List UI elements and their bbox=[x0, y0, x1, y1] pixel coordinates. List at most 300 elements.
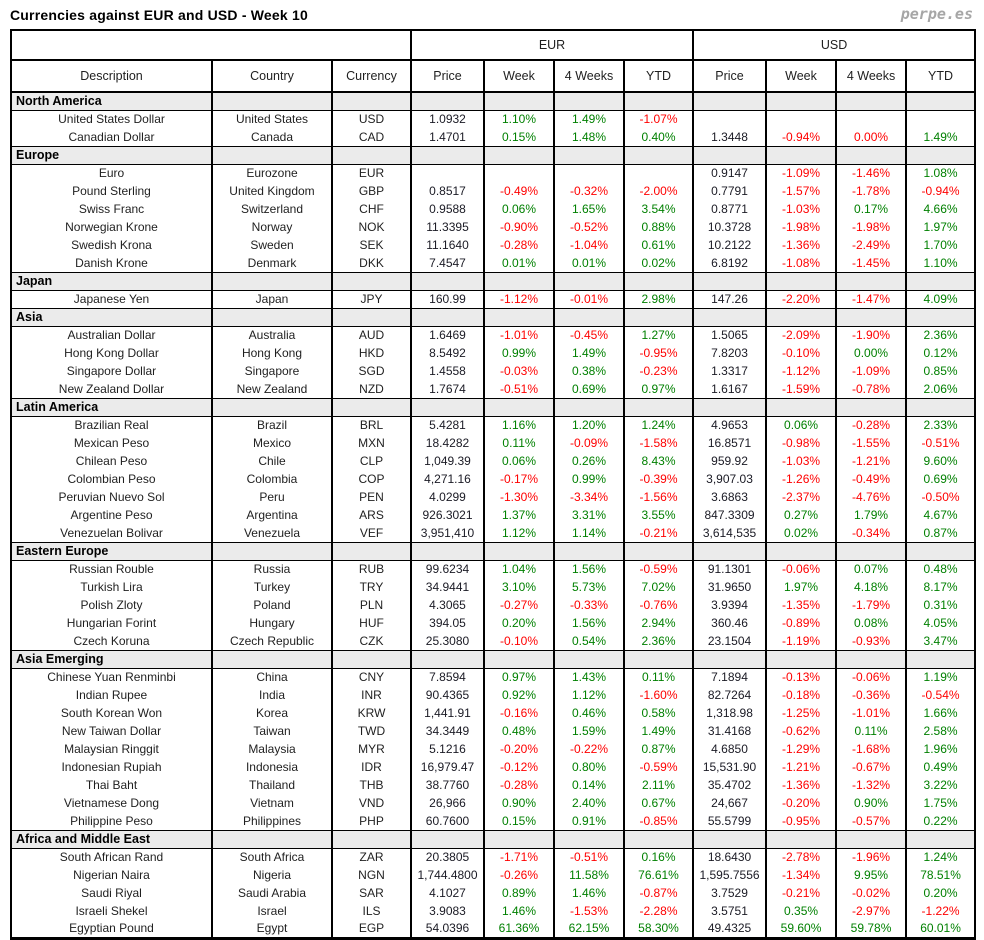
cell-eur-ytd: 2.98% bbox=[624, 290, 693, 308]
page-title: Currencies against EUR and USD - Week 10 bbox=[10, 7, 308, 23]
cell-currency-code: JPY bbox=[332, 290, 411, 308]
cell-currency-code: ZAR bbox=[332, 848, 411, 866]
section-filler-cell bbox=[624, 272, 693, 290]
cell-description: Russian Rouble bbox=[11, 560, 212, 578]
section-filler-cell bbox=[411, 830, 484, 848]
cell-country: Korea bbox=[212, 704, 332, 722]
cell-usd-4weeks: -1.68% bbox=[836, 740, 906, 758]
section-row bbox=[11, 146, 975, 164]
cell-usd-week: -2.78% bbox=[766, 848, 836, 866]
cell-eur-ytd: 2.94% bbox=[624, 614, 693, 632]
cell-currency-code: COP bbox=[332, 470, 411, 488]
section-filler-cell bbox=[693, 650, 766, 668]
cell-usd-price: 1.3317 bbox=[693, 362, 766, 380]
cell-eur-4weeks: -0.32% bbox=[554, 182, 624, 200]
cell-usd-ytd: 1.96% bbox=[906, 740, 975, 758]
cell-country: United States bbox=[212, 110, 332, 128]
cell-usd-4weeks: -1.79% bbox=[836, 596, 906, 614]
currency-row bbox=[11, 434, 975, 452]
cell-usd-ytd: 9.60% bbox=[906, 452, 975, 470]
cell-currency-code: NZD bbox=[332, 380, 411, 398]
cell-usd-ytd: 4.09% bbox=[906, 290, 975, 308]
cell-eur-week: -0.26% bbox=[484, 866, 554, 884]
cell-currency-code: HUF bbox=[332, 614, 411, 632]
cell-description: South African Rand bbox=[11, 848, 212, 866]
cell-description: Australian Dollar bbox=[11, 326, 212, 344]
cell-currency-code: CNY bbox=[332, 668, 411, 686]
cell-eur-ytd: 1.24% bbox=[624, 416, 693, 434]
section-filler-cell bbox=[766, 650, 836, 668]
cell-eur-week: -0.49% bbox=[484, 182, 554, 200]
cell-eur-week: 3.10% bbox=[484, 578, 554, 596]
cell-eur-week: 0.90% bbox=[484, 794, 554, 812]
cell-usd-week: 0.06% bbox=[766, 416, 836, 434]
cell-usd-4weeks: -0.67% bbox=[836, 758, 906, 776]
section-filler-cell bbox=[411, 650, 484, 668]
cell-description: Euro bbox=[11, 164, 212, 182]
cell-eur-ytd: -1.07% bbox=[624, 110, 693, 128]
currency-row bbox=[11, 290, 975, 308]
section-filler-cell bbox=[554, 398, 624, 416]
cell-usd-4weeks bbox=[836, 110, 906, 128]
cell-currency-code: PEN bbox=[332, 488, 411, 506]
cell-eur-week: -0.16% bbox=[484, 704, 554, 722]
section-row bbox=[11, 92, 975, 110]
section-filler-cell bbox=[624, 92, 693, 110]
cell-currency-code: PHP bbox=[332, 812, 411, 830]
cell-usd-4weeks: 59.78% bbox=[836, 920, 906, 938]
cell-eur-week: 0.20% bbox=[484, 614, 554, 632]
section-name: Asia Emerging bbox=[11, 650, 212, 668]
col-eur-week: Week bbox=[484, 60, 554, 92]
cell-eur-ytd: -0.59% bbox=[624, 758, 693, 776]
cell-eur-price: 0.9588 bbox=[411, 200, 484, 218]
cell-eur-ytd: 0.02% bbox=[624, 254, 693, 272]
cell-description: Hungarian Forint bbox=[11, 614, 212, 632]
cell-usd-ytd: 8.17% bbox=[906, 578, 975, 596]
cell-usd-price: 91.1301 bbox=[693, 560, 766, 578]
section-filler-cell bbox=[693, 146, 766, 164]
cell-eur-4weeks: 0.46% bbox=[554, 704, 624, 722]
cell-country: Brazil bbox=[212, 416, 332, 434]
cell-usd-week: -0.62% bbox=[766, 722, 836, 740]
currency-row bbox=[11, 740, 975, 758]
cell-eur-price: 8.5492 bbox=[411, 344, 484, 362]
cell-usd-ytd: -0.94% bbox=[906, 182, 975, 200]
cell-country: India bbox=[212, 686, 332, 704]
cell-eur-ytd: -1.56% bbox=[624, 488, 693, 506]
cell-country: Colombia bbox=[212, 470, 332, 488]
cell-currency-code: VEF bbox=[332, 524, 411, 542]
cell-usd-4weeks: -4.76% bbox=[836, 488, 906, 506]
currency-row bbox=[11, 344, 975, 362]
cell-eur-ytd: 3.54% bbox=[624, 200, 693, 218]
section-filler-cell bbox=[906, 542, 975, 560]
section-filler-cell bbox=[624, 542, 693, 560]
cell-usd-price: 24,667 bbox=[693, 794, 766, 812]
cell-usd-price: 1,318.98 bbox=[693, 704, 766, 722]
cell-country: New Zealand bbox=[212, 380, 332, 398]
currency-row bbox=[11, 488, 975, 506]
cell-eur-ytd: -0.76% bbox=[624, 596, 693, 614]
cell-usd-price: 31.4168 bbox=[693, 722, 766, 740]
cell-country: Turkey bbox=[212, 578, 332, 596]
cell-usd-week: -0.89% bbox=[766, 614, 836, 632]
cell-eur-price: 34.3449 bbox=[411, 722, 484, 740]
col-usd-week: Week bbox=[766, 60, 836, 92]
cell-description: Indonesian Rupiah bbox=[11, 758, 212, 776]
cell-country: Japan bbox=[212, 290, 332, 308]
section-filler-cell bbox=[411, 146, 484, 164]
group-header-spacer bbox=[11, 30, 411, 60]
cell-eur-week: -0.28% bbox=[484, 236, 554, 254]
cell-usd-4weeks: -1.55% bbox=[836, 434, 906, 452]
cell-description: Venezuelan Bolivar bbox=[11, 524, 212, 542]
cell-eur-price: 1,049.39 bbox=[411, 452, 484, 470]
cell-eur-4weeks bbox=[554, 164, 624, 182]
cell-eur-ytd: 0.58% bbox=[624, 704, 693, 722]
section-filler-cell bbox=[332, 542, 411, 560]
section-filler-cell bbox=[836, 272, 906, 290]
cell-eur-ytd: 0.16% bbox=[624, 848, 693, 866]
cell-usd-price: 10.2122 bbox=[693, 236, 766, 254]
section-filler-cell bbox=[836, 542, 906, 560]
cell-usd-4weeks: -1.32% bbox=[836, 776, 906, 794]
cell-eur-4weeks: -0.09% bbox=[554, 434, 624, 452]
cell-description: Brazilian Real bbox=[11, 416, 212, 434]
cell-usd-week: -1.21% bbox=[766, 758, 836, 776]
cell-eur-4weeks: 0.91% bbox=[554, 812, 624, 830]
cell-eur-ytd: 1.49% bbox=[624, 722, 693, 740]
cell-eur-4weeks: 0.54% bbox=[554, 632, 624, 650]
section-row bbox=[11, 650, 975, 668]
cell-eur-ytd: 1.27% bbox=[624, 326, 693, 344]
currency-row bbox=[11, 524, 975, 542]
currency-row bbox=[11, 164, 975, 182]
cell-country: Thailand bbox=[212, 776, 332, 794]
cell-eur-price: 4.1027 bbox=[411, 884, 484, 902]
cell-usd-week: -1.03% bbox=[766, 200, 836, 218]
cell-eur-price: 5.4281 bbox=[411, 416, 484, 434]
cell-usd-week: -0.20% bbox=[766, 794, 836, 812]
cell-country: Vietnam bbox=[212, 794, 332, 812]
section-filler-cell bbox=[693, 542, 766, 560]
cell-usd-week: 0.35% bbox=[766, 902, 836, 920]
cell-usd-price bbox=[693, 110, 766, 128]
cell-usd-price: 55.5799 bbox=[693, 812, 766, 830]
cell-description: Chinese Yuan Renminbi bbox=[11, 668, 212, 686]
col-eur-price: Price bbox=[411, 60, 484, 92]
cell-description: Saudi Riyal bbox=[11, 884, 212, 902]
section-filler-cell bbox=[693, 272, 766, 290]
cell-currency-code: BRL bbox=[332, 416, 411, 434]
section-name: Asia bbox=[11, 308, 212, 326]
section-filler-cell bbox=[554, 92, 624, 110]
cell-usd-price: 16.8571 bbox=[693, 434, 766, 452]
cell-eur-price: 99.6234 bbox=[411, 560, 484, 578]
cell-country: Eurozone bbox=[212, 164, 332, 182]
cell-eur-ytd: 0.87% bbox=[624, 740, 693, 758]
cell-eur-4weeks: 1.49% bbox=[554, 344, 624, 362]
cell-description: Argentine Peso bbox=[11, 506, 212, 524]
cell-usd-week bbox=[766, 110, 836, 128]
cell-usd-price: 6.8192 bbox=[693, 254, 766, 272]
section-filler-cell bbox=[411, 92, 484, 110]
cell-currency-code: TWD bbox=[332, 722, 411, 740]
cell-usd-4weeks: -0.57% bbox=[836, 812, 906, 830]
cell-country: Australia bbox=[212, 326, 332, 344]
cell-eur-4weeks: 11.58% bbox=[554, 866, 624, 884]
cell-usd-4weeks: -1.90% bbox=[836, 326, 906, 344]
cell-country: Israel bbox=[212, 902, 332, 920]
cell-eur-week: -0.28% bbox=[484, 776, 554, 794]
cell-description: Danish Krone bbox=[11, 254, 212, 272]
cell-eur-week: 0.48% bbox=[484, 722, 554, 740]
section-filler-cell bbox=[332, 650, 411, 668]
cell-usd-price: 1.3448 bbox=[693, 128, 766, 146]
cell-eur-ytd: 3.55% bbox=[624, 506, 693, 524]
cell-eur-4weeks: 0.99% bbox=[554, 470, 624, 488]
cell-eur-price: 3.9083 bbox=[411, 902, 484, 920]
cell-description: South Korean Won bbox=[11, 704, 212, 722]
cell-usd-ytd: 3.22% bbox=[906, 776, 975, 794]
cell-country: Mexico bbox=[212, 434, 332, 452]
cell-eur-4weeks: -0.22% bbox=[554, 740, 624, 758]
cell-description: Polish Zloty bbox=[11, 596, 212, 614]
cell-eur-week: 0.15% bbox=[484, 128, 554, 146]
cell-usd-price: 23.1504 bbox=[693, 632, 766, 650]
cell-eur-4weeks: 1.56% bbox=[554, 614, 624, 632]
cell-usd-ytd: 4.67% bbox=[906, 506, 975, 524]
cell-currency-code: NOK bbox=[332, 218, 411, 236]
cell-eur-price: 1.7674 bbox=[411, 380, 484, 398]
cell-eur-week: 1.04% bbox=[484, 560, 554, 578]
cell-eur-ytd: 58.30% bbox=[624, 920, 693, 938]
currency-row bbox=[11, 686, 975, 704]
cell-description: New Taiwan Dollar bbox=[11, 722, 212, 740]
cell-usd-week: -0.95% bbox=[766, 812, 836, 830]
column-header-row bbox=[11, 60, 975, 92]
cell-currency-code: TRY bbox=[332, 578, 411, 596]
cell-usd-week: -1.09% bbox=[766, 164, 836, 182]
cell-usd-ytd: 4.05% bbox=[906, 614, 975, 632]
cell-currency-code: DKK bbox=[332, 254, 411, 272]
cell-eur-ytd: 2.36% bbox=[624, 632, 693, 650]
cell-usd-4weeks: -0.06% bbox=[836, 668, 906, 686]
cell-eur-week: 1.10% bbox=[484, 110, 554, 128]
section-filler-cell bbox=[836, 308, 906, 326]
group-header-eur: EUR bbox=[411, 30, 693, 60]
currency-row bbox=[11, 362, 975, 380]
cell-usd-ytd: 1.08% bbox=[906, 164, 975, 182]
section-row bbox=[11, 398, 975, 416]
cell-eur-week: -0.10% bbox=[484, 632, 554, 650]
cell-eur-week: 0.06% bbox=[484, 200, 554, 218]
section-filler-cell bbox=[411, 308, 484, 326]
cell-usd-ytd: 60.01% bbox=[906, 920, 975, 938]
cell-eur-4weeks: 0.38% bbox=[554, 362, 624, 380]
cell-country: Hong Kong bbox=[212, 344, 332, 362]
cell-eur-week bbox=[484, 164, 554, 182]
table-body bbox=[11, 92, 975, 938]
cell-eur-ytd: 0.40% bbox=[624, 128, 693, 146]
cell-currency-code: CHF bbox=[332, 200, 411, 218]
cell-usd-4weeks: -0.49% bbox=[836, 470, 906, 488]
cell-eur-ytd: -0.23% bbox=[624, 362, 693, 380]
cell-usd-price: 1.5065 bbox=[693, 326, 766, 344]
currency-row bbox=[11, 722, 975, 740]
cell-currency-code: NGN bbox=[332, 866, 411, 884]
cell-usd-price: 3.6863 bbox=[693, 488, 766, 506]
cell-usd-price: 1,595.7556 bbox=[693, 866, 766, 884]
cell-usd-price: 1.6167 bbox=[693, 380, 766, 398]
cell-usd-4weeks: 1.79% bbox=[836, 506, 906, 524]
cell-usd-ytd: 2.58% bbox=[906, 722, 975, 740]
cell-eur-4weeks: -0.33% bbox=[554, 596, 624, 614]
cell-usd-price: 3.9394 bbox=[693, 596, 766, 614]
brand-logo: perpe.es bbox=[900, 5, 973, 23]
cell-usd-week: 1.97% bbox=[766, 578, 836, 596]
currency-row bbox=[11, 614, 975, 632]
section-filler-cell bbox=[766, 146, 836, 164]
cell-eur-4weeks: -3.34% bbox=[554, 488, 624, 506]
cell-eur-week: 0.97% bbox=[484, 668, 554, 686]
section-filler-cell bbox=[693, 830, 766, 848]
cell-usd-week: -0.10% bbox=[766, 344, 836, 362]
cell-usd-week: -2.20% bbox=[766, 290, 836, 308]
cell-eur-4weeks: 0.69% bbox=[554, 380, 624, 398]
cell-usd-week: -0.18% bbox=[766, 686, 836, 704]
cell-eur-price: 1.4558 bbox=[411, 362, 484, 380]
cell-description: Indian Rupee bbox=[11, 686, 212, 704]
cell-eur-4weeks: -0.45% bbox=[554, 326, 624, 344]
section-filler-cell bbox=[332, 830, 411, 848]
currency-row bbox=[11, 128, 975, 146]
section-filler-cell bbox=[836, 146, 906, 164]
cell-eur-ytd: 0.61% bbox=[624, 236, 693, 254]
cell-country: China bbox=[212, 668, 332, 686]
section-filler-cell bbox=[484, 398, 554, 416]
currency-row bbox=[11, 902, 975, 920]
section-filler-cell bbox=[212, 650, 332, 668]
cell-usd-week: -0.21% bbox=[766, 884, 836, 902]
cell-eur-week: 0.11% bbox=[484, 434, 554, 452]
cell-usd-price: 3.7529 bbox=[693, 884, 766, 902]
cell-description: New Zealand Dollar bbox=[11, 380, 212, 398]
cell-eur-week: -0.17% bbox=[484, 470, 554, 488]
section-filler-cell bbox=[836, 92, 906, 110]
cell-eur-ytd: -0.39% bbox=[624, 470, 693, 488]
cell-usd-week: -1.57% bbox=[766, 182, 836, 200]
cell-eur-price: 1.6469 bbox=[411, 326, 484, 344]
cell-usd-price: 3,614,535 bbox=[693, 524, 766, 542]
currency-row bbox=[11, 776, 975, 794]
cell-usd-week: 0.27% bbox=[766, 506, 836, 524]
cell-usd-4weeks: -0.36% bbox=[836, 686, 906, 704]
cell-usd-4weeks: -0.02% bbox=[836, 884, 906, 902]
currency-row bbox=[11, 560, 975, 578]
section-filler-cell bbox=[411, 542, 484, 560]
currency-row bbox=[11, 236, 975, 254]
cell-usd-week: -0.06% bbox=[766, 560, 836, 578]
cell-currency-code: ARS bbox=[332, 506, 411, 524]
currency-row bbox=[11, 794, 975, 812]
cell-currency-code: RUB bbox=[332, 560, 411, 578]
cell-country: Malaysia bbox=[212, 740, 332, 758]
cell-eur-ytd: -2.28% bbox=[624, 902, 693, 920]
cell-eur-week: -1.30% bbox=[484, 488, 554, 506]
cell-usd-price: 0.8771 bbox=[693, 200, 766, 218]
section-filler-cell bbox=[554, 146, 624, 164]
section-filler-cell bbox=[332, 398, 411, 416]
currency-row bbox=[11, 812, 975, 830]
cell-eur-price: 34.9441 bbox=[411, 578, 484, 596]
cell-usd-4weeks: -1.45% bbox=[836, 254, 906, 272]
cell-eur-week: -0.51% bbox=[484, 380, 554, 398]
cell-usd-week: -1.12% bbox=[766, 362, 836, 380]
cell-usd-ytd: 0.22% bbox=[906, 812, 975, 830]
cell-currency-code: ILS bbox=[332, 902, 411, 920]
cell-usd-week: -1.36% bbox=[766, 236, 836, 254]
cell-description: United States Dollar bbox=[11, 110, 212, 128]
cell-usd-price: 147.26 bbox=[693, 290, 766, 308]
cell-country: Nigeria bbox=[212, 866, 332, 884]
cell-eur-price: 3,951,410 bbox=[411, 524, 484, 542]
section-name: Japan bbox=[11, 272, 212, 290]
section-filler-cell bbox=[332, 308, 411, 326]
cell-eur-week: -0.90% bbox=[484, 218, 554, 236]
cell-eur-week: 1.46% bbox=[484, 902, 554, 920]
cell-country: Norway bbox=[212, 218, 332, 236]
cell-usd-ytd: 0.12% bbox=[906, 344, 975, 362]
cell-eur-4weeks: 0.80% bbox=[554, 758, 624, 776]
col-currency: Currency bbox=[332, 60, 411, 92]
cell-eur-week: -0.03% bbox=[484, 362, 554, 380]
section-name: Eastern Europe bbox=[11, 542, 212, 560]
cell-eur-week: 0.92% bbox=[484, 686, 554, 704]
cell-eur-week: 0.06% bbox=[484, 452, 554, 470]
cell-eur-week: 1.16% bbox=[484, 416, 554, 434]
cell-currency-code: CZK bbox=[332, 632, 411, 650]
cell-description: Egyptian Pound bbox=[11, 920, 212, 938]
cell-description: Canadian Dollar bbox=[11, 128, 212, 146]
cell-eur-ytd: 0.67% bbox=[624, 794, 693, 812]
cell-usd-4weeks: -2.49% bbox=[836, 236, 906, 254]
cell-usd-week: -1.19% bbox=[766, 632, 836, 650]
cell-eur-price: 5.1216 bbox=[411, 740, 484, 758]
cell-usd-week: 59.60% bbox=[766, 920, 836, 938]
section-name: North America bbox=[11, 92, 212, 110]
cell-description: Czech Koruna bbox=[11, 632, 212, 650]
cell-usd-ytd: -0.50% bbox=[906, 488, 975, 506]
cell-description: Thai Baht bbox=[11, 776, 212, 794]
cell-usd-4weeks: -2.97% bbox=[836, 902, 906, 920]
section-filler-cell bbox=[624, 308, 693, 326]
cell-country: Singapore bbox=[212, 362, 332, 380]
cell-usd-4weeks: -1.47% bbox=[836, 290, 906, 308]
currency-row bbox=[11, 668, 975, 686]
section-filler-cell bbox=[693, 398, 766, 416]
cell-usd-4weeks: 0.00% bbox=[836, 128, 906, 146]
cell-eur-price: 60.7600 bbox=[411, 812, 484, 830]
cell-usd-week: 0.02% bbox=[766, 524, 836, 542]
section-filler-cell bbox=[484, 542, 554, 560]
section-filler-cell bbox=[766, 272, 836, 290]
cell-eur-price: 1,744.4800 bbox=[411, 866, 484, 884]
section-row bbox=[11, 542, 975, 560]
cell-currency-code: PLN bbox=[332, 596, 411, 614]
col-eur-4weeks: 4 Weeks bbox=[554, 60, 624, 92]
